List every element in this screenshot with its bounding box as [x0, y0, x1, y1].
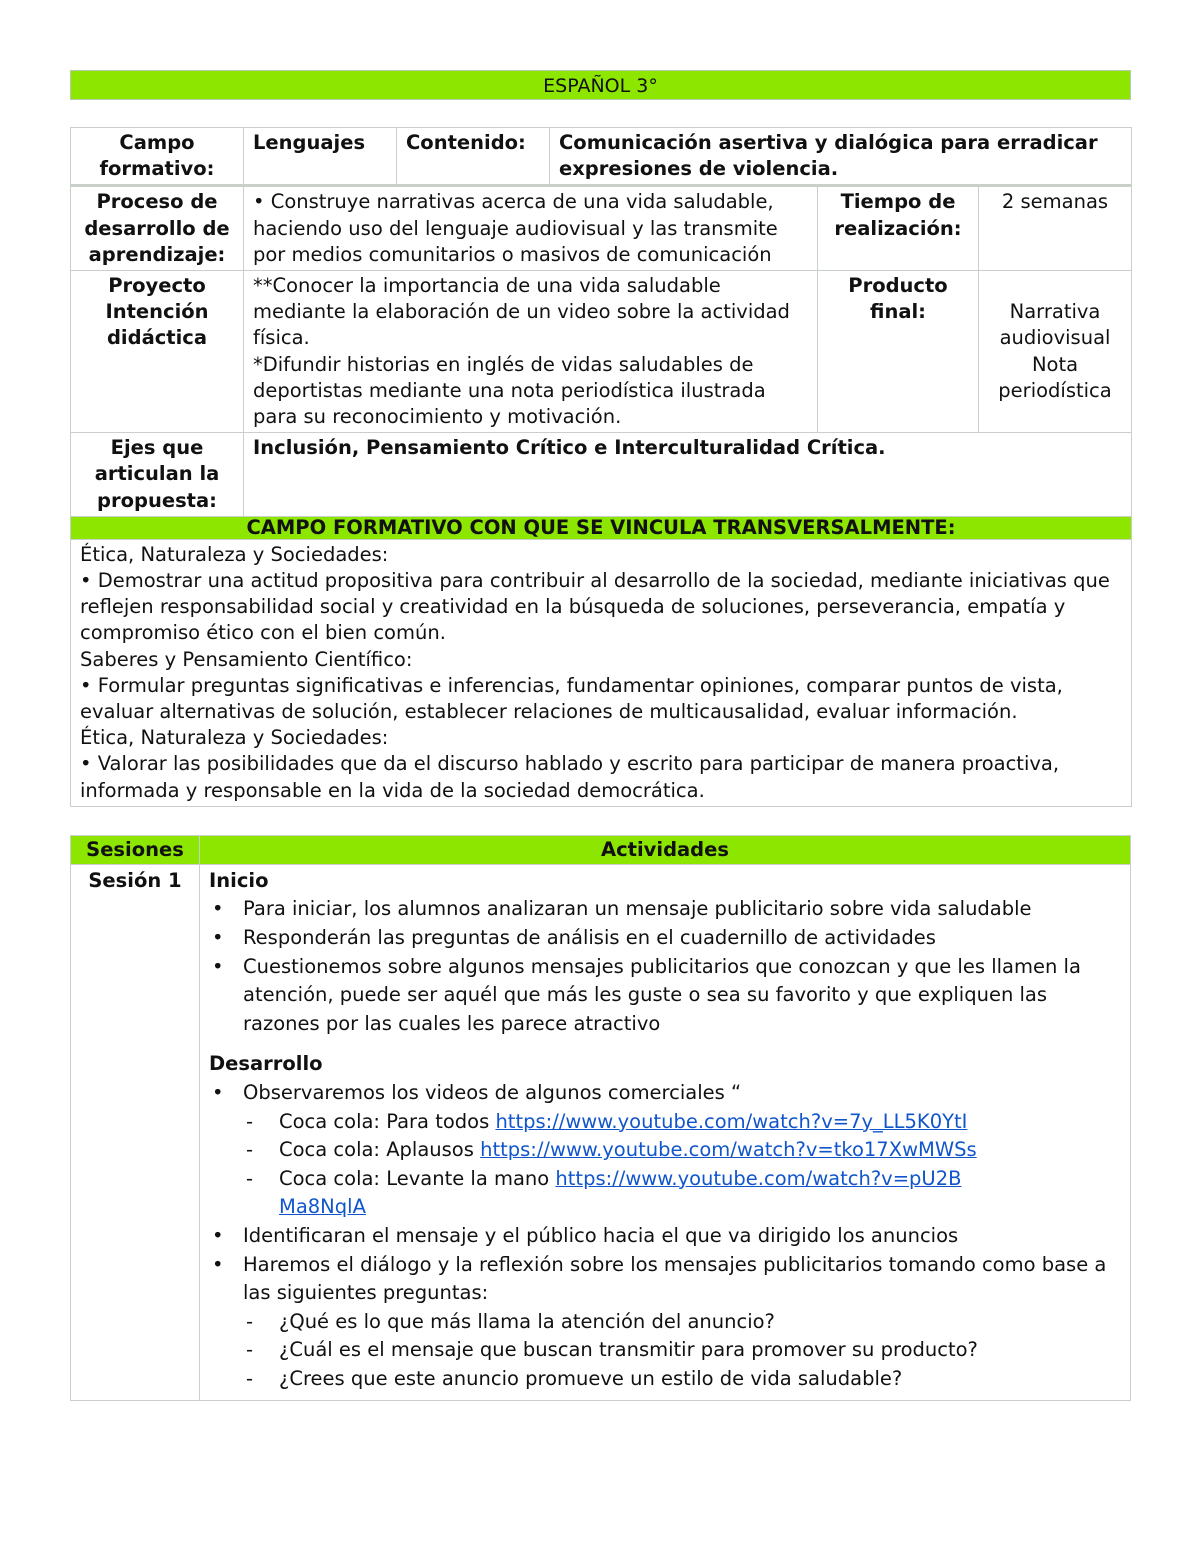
transversal-line: • Demostrar una actitud propositiva para contribuir al desarrollo de la sociedad, mediante iniciativas que reflejen responsabilidad social y creatividad en la búsqueda de soluciones, perseverancia, empatía y compromiso ético con el bien común.	[80, 569, 1110, 645]
col-actividades: Actividades	[200, 835, 1131, 864]
session-1-row	[71, 864, 1131, 1400]
list-item	[209, 1251, 1121, 1394]
subject-title: ESPAÑOL 3°	[70, 70, 1131, 100]
proyecto-intencion-1: **Conocer la importancia de una vida saludable mediante la elaboración de un video sobre la actividad física.	[253, 274, 790, 350]
sessions-table	[70, 835, 1131, 1401]
video-link[interactable]: https://www.youtube.com/watch?v=7y_LL5K0YtI	[495, 1109, 968, 1133]
transversal-line: Ética, Naturaleza y Sociedades:	[80, 542, 389, 566]
question-item: - ¿Qué es lo que más llama la atención del anuncio?	[243, 1308, 1121, 1337]
ejes-value: Inclusión, Pensamiento Crítico e Interculturalidad Crítica.	[244, 433, 1132, 517]
pda-value: • Construye narrativas acerca de una vida saludable, haciendo uso del lenguaje audiovisual y las transmite por medios comunitarios o masivos de comunicación	[244, 186, 818, 271]
tiempo-value: 2 semanas	[979, 186, 1132, 271]
list-item-text: Haremos el diálogo y la reflexión sobre los mensajes publicitarios tomando como base a las siguientes preguntas:	[243, 1252, 1107, 1305]
transversal-body	[71, 539, 1132, 806]
col-sesiones: Sesiones	[71, 835, 200, 864]
campo-row	[71, 128, 1132, 186]
question-item: - ¿Cuál es el mensaje que buscan transmitir para promover su producto?	[243, 1336, 1121, 1365]
proyecto-value	[244, 271, 818, 433]
list-item-text: Observaremos los videos de algunos comerciales “	[243, 1081, 742, 1105]
list-item: • Identificaran el mensaje y el público hacia el que va dirigido los anuncios	[209, 1222, 1121, 1251]
video-label: Coca cola: Para todos	[279, 1109, 496, 1133]
producto-label: Producto final:	[818, 271, 979, 433]
ejes-row	[71, 433, 1132, 517]
inicio-title: Inicio	[209, 868, 269, 892]
transversal-line: • Formular preguntas significativas e inferencias, fundamentar opiniones, comparar puntos de vista, evaluar alternativas de solución, establecer relaciones de multicausalidad, evaluar información.	[80, 673, 1063, 724]
proyecto-row	[71, 271, 1132, 433]
campo-label: Campo formativo:	[71, 128, 244, 186]
producto-narrativa: Narrativa audiovisual	[999, 300, 1111, 350]
desarrollo-title: Desarrollo	[209, 1052, 323, 1076]
transversal-header-row	[71, 516, 1132, 539]
question-list	[209, 1308, 1121, 1394]
producto-nota: Nota periodística	[998, 352, 1112, 402]
lesson-plan-page	[70, 70, 1131, 1401]
proyecto-label: Proyecto Intención didáctica	[71, 271, 244, 433]
producto-value	[979, 271, 1132, 433]
transversal-line: Ética, Naturaleza y Sociedades:	[80, 726, 389, 750]
planning-table	[70, 127, 1132, 807]
list-item: • Para iniciar, los alumnos analizaran un mensaje publicitario sobre vida saludable	[209, 895, 1121, 924]
desarrollo-list	[209, 1079, 1121, 1394]
session-label: Sesión 1	[71, 864, 200, 1400]
transversal-body-row	[71, 539, 1132, 806]
contenido-value: Comunicación asertiva y dialógica para erradicar expresiones de violencia.	[550, 128, 1132, 186]
video-label: Coca cola: Levante la mano	[279, 1166, 556, 1190]
list-item	[209, 1079, 1121, 1222]
video-list	[209, 1108, 1121, 1222]
session-activities	[200, 864, 1131, 1400]
contenido-label: Contenido:	[397, 128, 550, 186]
video-label: Coca cola: Aplausos	[279, 1138, 481, 1162]
transversal-header: CAMPO FORMATIVO CON QUE SE VINCULA TRANSVERSALMENTE:	[71, 516, 1132, 539]
transversal-line: Saberes y Pensamiento Científico:	[80, 647, 413, 671]
tiempo-label: Tiempo de realización:	[818, 186, 979, 271]
ejes-label: Ejes que articulan la propuesta:	[71, 433, 244, 517]
video-item	[243, 1108, 1121, 1137]
campo-value: Lenguajes	[244, 128, 397, 186]
video-item	[243, 1165, 1121, 1222]
pda-label: Proceso de desarrollo de aprendizaje:	[71, 186, 244, 271]
sessions-header-row	[71, 835, 1131, 864]
list-item: • Responderán las preguntas de análisis en el cuadernillo de actividades	[209, 924, 1121, 953]
list-item: • Cuestionemos sobre algunos mensajes publicitarios que conozcan y que les llamen la atención, puede ser aquél que más les guste o sea su favorito y que expliquen las razones por las cuales les parece atractivo	[209, 953, 1121, 1039]
question-item: - ¿Crees que este anuncio promueve un estilo de vida saludable?	[243, 1365, 1121, 1394]
proyecto-intencion-2: *Difundir historias en inglés de vidas saludables de deportistas mediante una nota periodística ilustrada para su reconocimiento y motivación.	[253, 352, 766, 429]
video-link[interactable]: https://www.youtube.com/watch?v=pU2BMa8NqlA	[279, 1166, 962, 1219]
video-link[interactable]: https://www.youtube.com/watch?v=tko17XwMWSs	[480, 1138, 977, 1162]
video-item	[243, 1136, 1121, 1165]
inicio-list	[209, 895, 1121, 1038]
transversal-line: • Valorar las posibilidades que da el discurso hablado y escrito para participar de manera proactiva, informada y responsable en la vida de la sociedad democrática.	[80, 752, 1060, 802]
pda-row	[71, 186, 1132, 271]
